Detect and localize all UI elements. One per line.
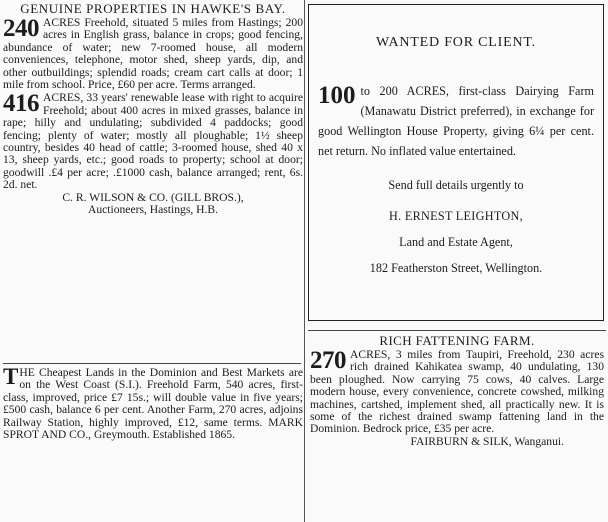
rich-fattening-ad (308, 334, 606, 448)
column-rule (304, 0, 305, 522)
leighton-title: Land and Estate Agent, (399, 235, 513, 249)
west-coast-ad (3, 364, 303, 442)
west-coast-text-block (3, 364, 303, 442)
wilson-agent-location: Auctioneers, Hastings, H.B. (87, 203, 219, 217)
west-coast-text: HE Cheapest Lands in the Dominion and Best Markets are on the West Coast (S.I.). Freehold Farm, 540 acres, first-class, improved, price £7 15s.; will double value in five years; £500 cash, balance 6 per cent. Another Farm, 270 acres, adjoins Railway Station, highly improved, £12, same terms. MARK SPROT AND CO., Greymouth. Established 1865. (3, 366, 303, 442)
wanted-client-box (308, 4, 604, 321)
left-divider (3, 363, 301, 364)
wanted-send-line: Send full details urgently to (388, 178, 524, 192)
rich-fattening-listing (310, 349, 604, 436)
wilson-agent-name: C. R. WILSON & CO. (GILL BROS.), (62, 190, 244, 204)
leighton-address: 182 Featherston Street, Wellington. (369, 261, 543, 275)
lot-240-listing (3, 17, 303, 91)
lot-240-text: ACRES Freehold, situated 5 miles from Hastings; 200 acres in English grass, balance in crops; good fencing, abundance of water; new 7-roomed house, all modern conveniences, telephone, motor shed, sheep yards, dip, and other outbuildings; splendid roads; cream cart calls at door; 1 mile from school. Price, £60 per acre. Terms arranged. (3, 16, 303, 92)
wanted-body-block (318, 81, 594, 161)
fairburn-agent: FAIRBURN & SILK, Wanganui. (410, 434, 564, 448)
lot-416-text: ACRES, 33 years' renewable lease with right to acquire Freehold; about 400 acres in mixed grasses, balance in rape; hilly and undulating; subdivided 4 paddocks; good fencing; plenty of water; mostly all ploughable; 1½ sheep country, besides 40 head of cattle; 3-roomed house, shed 40 x 13, sheep yards, etc.; good roads to property; school at door; goodwill .£4 per acre; .£1000 cash, balance arranged; rent, 6s. 2d. net. (3, 91, 303, 192)
rich-fattening-number: 270 (310, 347, 346, 374)
lot-240-number: 240 (3, 15, 39, 42)
wanted-title: WANTED FOR CLIENT. (376, 35, 536, 50)
wanted-text: to 200 ACRES, first-class Dairying Farm (Manawatu District preferred), in exchange for good Wellington House Property, giving 6¼ per cent. net return. No inflated value entertained. (318, 84, 594, 158)
hawkes-bay-heading: GENUINE PROPERTIES IN HAWKE'S BAY. (20, 1, 286, 16)
leighton-name: H. ERNEST LEIGHTON, (389, 209, 523, 223)
lot-416-listing (3, 92, 303, 191)
wanted-number: 100 (318, 82, 356, 109)
rich-fattening-heading: RICH FATTENING FARM. (379, 333, 535, 348)
rich-fattening-text: ACRES, 3 miles from Taupiri, Freehold, 230 acres rich drained Kahikatea swamp, 40 undulating, 130 been ploughed. Now carrying 75 cows, 40 calves. Large modern house, every convenience, concrete cowshed, milking machines, cartshed, implement shed, all practically new. It is some of the richest drained swamp fattening land in the Dominion. Bedrock price, £35 per acre. (310, 348, 604, 436)
lot-416-number: 416 (3, 90, 39, 118)
hawkes-bay-ad (3, 2, 303, 217)
west-coast-dropcap: T (3, 364, 19, 389)
right-divider (308, 330, 606, 331)
